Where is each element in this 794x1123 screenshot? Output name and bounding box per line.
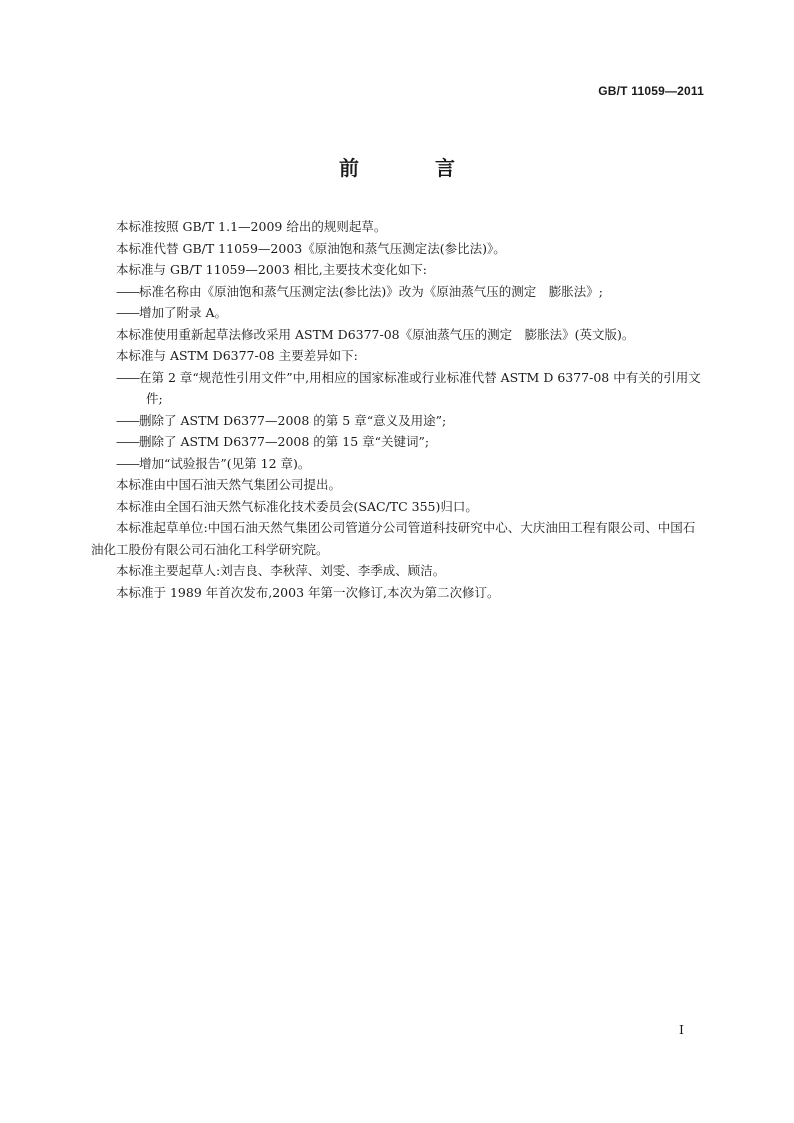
document-body: [91, 216, 707, 603]
dash-list-item-text: 增加“试验报告”(见第 12 章)。: [139, 455, 311, 471]
paragraph: 本标准由中国石油天然气集团公司提出。: [116, 477, 342, 492]
paragraph: 本标准与 ASTM D6377-08 主要差异如下:: [116, 348, 358, 363]
dash-list-item: [91, 367, 707, 410]
dash-list-item: [91, 302, 707, 324]
paragraph: 本标准使用重新起草法修改采用 ASTM D6377-08《原油蒸气压的测定 膨胀法》(英文版)。: [116, 326, 635, 342]
dash-list-item: [91, 453, 707, 475]
dash-list-item-text: 增加了附录 A。: [139, 305, 228, 320]
paragraph: 本标准与 GB/T 11059—2003 相比,主要技术变化如下:: [116, 262, 427, 277]
page-title: 前 言: [339, 156, 483, 180]
dash-list-item-text: 删除了 ASTM D6377—2008 的第 5 章“意义及用途”;: [139, 412, 447, 428]
dash-list-item: [91, 431, 707, 453]
paragraph: 本标准于 1989 年首次发布,2003 年第一次修订,本次为第二次修订。: [116, 584, 500, 600]
dash-list-item-text: 标准名称由《原油饱和蒸气压测定法(参比法)》改为《原油蒸气压的测定 膨胀法》;: [139, 283, 603, 299]
dash-list-item-text: 删除了 ASTM D6377—2008 的第 15 章“关键词”;: [139, 434, 430, 449]
page-number: I: [679, 1022, 684, 1037]
dash-list-item-text: 在第 2 章“规范性引用文件”中,用相应的国家标准或行业标准代替 ASTM D 6377-08 中有关的引用文件;: [139, 369, 701, 406]
dash-mark: ——: [116, 283, 139, 299]
paragraph: 本标准主要起草人:刘吉良、李秋萍、刘雯、李季成、顾洁。: [116, 563, 446, 578]
dash-mark: ——: [116, 305, 139, 320]
paragraph: 本标准代替 GB/T 11059—2003《原油饱和蒸气压测定法(参比法)》。: [116, 240, 506, 256]
paragraph: 本标准由全国石油天然气标准化技术委员会(SAC/TC 355)归口。: [116, 498, 478, 514]
dash-mark: ——: [116, 455, 139, 471]
dash-mark: ——: [116, 369, 139, 385]
dash-mark: ——: [116, 412, 139, 428]
paragraph: 本标准按照 GB/T 1.1—2009 给出的规则起草。: [116, 219, 387, 234]
paragraph: 本标准起草单位:中国石油天然气集团公司管道分公司管道科技研究中心、大庆油田工程有限公司、中国石油化工股份有限公司石油化工科学研究院。: [91, 520, 696, 557]
standard-number: GB/T 11059—2011: [598, 84, 704, 98]
dash-list-item: [91, 281, 707, 303]
dash-list-item: [91, 410, 707, 432]
dash-mark: ——: [116, 434, 139, 449]
